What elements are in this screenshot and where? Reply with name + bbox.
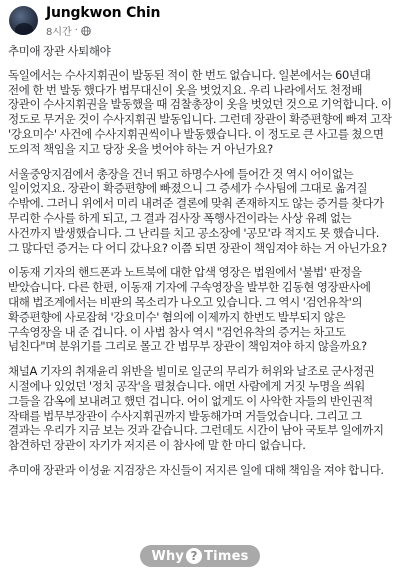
watermark-right: Times bbox=[204, 548, 249, 564]
post-title: 추미애 장관 사퇴해야 bbox=[8, 44, 111, 58]
post-paragraph: 이동재 기자의 핸드폰과 노트북에 대한 압색 영장은 법원에서 '불법' 판정을 받았습니다. 다른 한편, 이동재 기자에 구속영장을 발부한 김동현 영장판사에 대해 법조계에서는 비판의 목소리가 나오고 있습니다. 그 역시 '검언유착'의 확증편향에 사로잡혀 '강요미수' 혐의에 이제까지 한번도 발부되지 않은 구속영장을 내 준 겁니다. 이 사법 참사 역시 "검언유착의 증거는 차고도 넘친다"며 분위기를 그리로 몰고 간 법무부 장관이 책임져야 하지 않을까요? bbox=[8, 265, 371, 354]
post-header bbox=[0, 0, 400, 40]
watermark-logo bbox=[140, 545, 260, 567]
post-paragraph: 추미애 장관과 이성윤 지검장은 자신들이 저지른 일에 대해 책임을 져야 합니다. bbox=[8, 462, 384, 477]
post-body bbox=[8, 40, 392, 488]
avatar[interactable] bbox=[9, 6, 38, 35]
globe-icon[interactable] bbox=[81, 26, 91, 36]
post-paragraph: 채널A 기자의 취재윤리 위반을 빌미로 일군의 무리가 허위와 날조로 군사정권 시절에나 있었던 '정치 공작'을 펼쳤습니다. 애먼 사람에게 거짓 누명을 씌워 그들을 감옥에 보내려고 했던 겁니다. 어이 없게도 이 사악한 자들의 반인권적 작태를 법무부장관이 수사지휘권까지 발동해가며 거들었습니다. 그리고 그 결과는 우리가 지금 보는 것과 같습니다. 그런데도 시간이 남아 국토부 일에까지 참견하던 장관이 자기가 저지른 이 참사에 말 한 마디 없습니다. bbox=[8, 364, 384, 453]
post-paragraph: 독일에서는 수사지휘권이 발동된 적이 한 번도 없습니다. 일본에서는 60년대 전에 한 번 발동 했다가 법무대신이 옷을 벗었지요. 우리 나라에서도 천정배 장관이 수사지휘권을 발동했을 때 검찰총장이 옷을 벗었던 것으로 기억합니다. 이 정도로 무거운 것이 수사지휘권 발동입니다. 그런데 장관이 확증편향에 빠져 고작 '강요미수' 사건에 수사지휘권씩이나 발동했습니다. 이 정도로 큰 사고를 쳤으면 도의적 책임을 지고 당장 옷을 벗어야 하는 거 아닌가요? bbox=[8, 67, 392, 156]
post-time[interactable]: 8시간 bbox=[46, 27, 72, 38]
post-paragraph: 서울중앙지검에서 총장을 건너 뛰고 하명수사에 들어간 것 역시 어이없는 일이었지요. 장관이 확증편향에 빠졌으니 그 증세가 수사팀에 그대로 옮겨질 수밖에. 그러니 위에서 미리 내려준 결론에 맞춰 존재하지도 않는 증거를 찾다가 무리한 수사를 하게 되고, 그 결과 검사장 폭행사건이라는 사상 유례 없는 사건까지 발생했습니다. 그 난리를 치고 공소장에 '공모'라 적지도 못 했습니다. 그 많다던 증거는 다 어디 갔나요? 이쯤 되면 장관이 책임져야 하는 거 아닌가요? bbox=[8, 166, 387, 255]
watermark-left: Why bbox=[151, 548, 185, 564]
post-meta: 8시간 · bbox=[46, 23, 91, 38]
author-name[interactable]: Jungkwon Chin bbox=[46, 5, 161, 21]
watermark-q: ? bbox=[186, 548, 202, 564]
